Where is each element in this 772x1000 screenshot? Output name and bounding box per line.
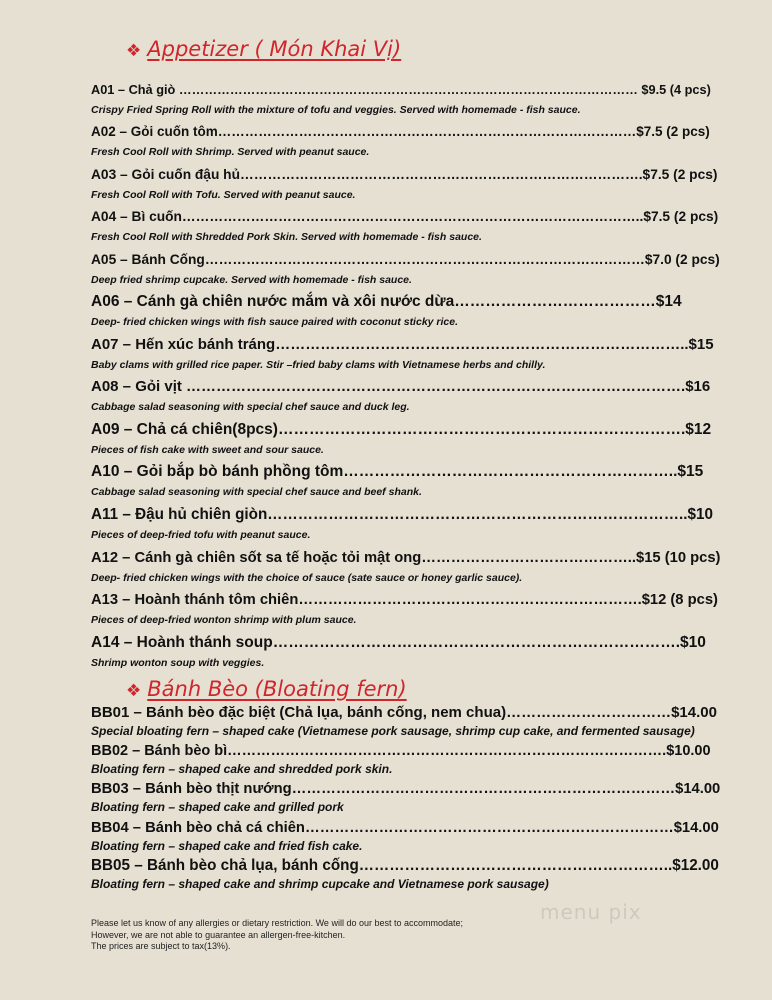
menu-item bbox=[91, 780, 720, 814]
item-line: BB03 – Bánh bèo thịt nướng……………………………………………………………………$14.00 bbox=[91, 781, 721, 797]
menu-item bbox=[91, 549, 720, 585]
item-line: A01 – Chả giò ……………………………………………………………………………………………… $9.5 (4 pcs) bbox=[91, 82, 711, 97]
item-desc: Special bloating fern – shaped cake (Vietnamese pork sausage, shrimp cup cake, and fermented sausage) bbox=[91, 724, 695, 738]
item-desc: Pieces of fish cake with sweet and sour sauce. bbox=[91, 444, 324, 456]
menu-item bbox=[91, 293, 682, 329]
menu-item bbox=[91, 742, 711, 776]
diamond-bullet-icon: ❖ bbox=[126, 41, 142, 61]
banh-beo-heading bbox=[126, 677, 407, 701]
item-line: A13 – Hoành thánh tôm chiên…………………………………………………………….$12 (8 pcs) bbox=[91, 592, 718, 608]
menu-item bbox=[91, 634, 706, 670]
appetizer-heading bbox=[126, 37, 401, 61]
menu-item bbox=[91, 81, 711, 117]
item-line: A08 – Gỏi vịt ……………………………………………………………………………………….$16 bbox=[91, 378, 711, 395]
item-desc: Bloating fern – shaped cake and shredded pork skin. bbox=[91, 762, 393, 776]
item-desc: Pieces of deep-fried wonton shrimp with plum sauce. bbox=[91, 614, 357, 626]
item-desc: Fresh Cool Roll with Shrimp. Served with peanut sauce. bbox=[91, 146, 370, 158]
item-line: BB01 – Bánh bèo đặc biệt (Chả lụa, bánh cống, nem chua)……………………………$14.00 bbox=[91, 704, 717, 721]
menu-item bbox=[91, 819, 719, 853]
item-line: A06 – Cánh gà chiên nước mắm và xôi nước dừa…………………………………$14 bbox=[91, 293, 682, 310]
item-desc: Deep- fried chicken wings with fish sauce paired with coconut sticky rice. bbox=[91, 316, 459, 328]
item-line: A12 – Cánh gà chiên sốt sa tế hoặc tỏi mật ong……………………………………..$15 (10 pcs) bbox=[91, 550, 721, 566]
footer-line: However, we are not able to guarantee an allergen-free-kitchen. bbox=[91, 929, 346, 940]
item-line: A09 – Chả cá chiên(8pcs)…………………………………………………………………….$12 bbox=[91, 421, 712, 438]
footer-line: The prices are subject to tax(13%). bbox=[91, 941, 231, 951]
item-desc: Cabbage salad seasoning with special chef sauce and beef shank. bbox=[91, 486, 422, 498]
banh-beo-title: Bánh Bèo (Bloating fern) bbox=[147, 677, 407, 701]
item-desc: Deep fried shrimp cupcake. Served with homemade - fish sauce. bbox=[91, 274, 412, 286]
item-line: A04 – Bì cuốn………………………………………………………………………………………..$7.5 (2 pcs) bbox=[91, 209, 719, 224]
item-desc: Shrimp wonton soup with veggies. bbox=[91, 657, 265, 669]
item-desc: Baby clams with grilled rice paper. Stir –fried baby clams with Vietnamese herbs and chilly. bbox=[91, 359, 546, 371]
menu-item bbox=[91, 421, 711, 457]
item-desc: Cabbage salad seasoning with special chef sauce and duck leg. bbox=[91, 401, 410, 413]
item-desc: Fresh Cool Roll with Tofu. Served with peanut sauce. bbox=[91, 189, 356, 201]
menu-item bbox=[91, 378, 710, 414]
item-line: A10 – Gỏi bắp bò bánh phồng tôm………………………………………………………..$15 bbox=[91, 463, 704, 480]
item-line: A02 – Gỏi cuốn tôm…………………………………………………………………………………$7.5 (2 pcs) bbox=[91, 124, 710, 139]
diamond-bullet-icon: ❖ bbox=[126, 681, 142, 701]
item-line: A14 – Hoành thánh soup…………………………………………………………………….$10 bbox=[91, 634, 706, 651]
item-desc: Bloating fern – shaped cake and shrimp cupcake and Vietnamese pork sausage) bbox=[91, 877, 549, 891]
item-line: BB05 – Bánh bèo chả lụa, bánh cống……………………………………………………..$12.00 bbox=[91, 857, 719, 874]
item-desc: Crispy Fried Spring Roll with the mixture of tofu and veggies. Served with homemade - fish sauce. bbox=[91, 104, 581, 116]
item-desc: Bloating fern – shaped cake and grilled pork bbox=[91, 800, 344, 814]
item-line: A11 – Đậu hủ chiên giòn………………………………………………………………………..$10 bbox=[91, 506, 713, 523]
menu-item bbox=[91, 166, 717, 202]
item-desc: Bloating fern – shaped cake and fried fish cake. bbox=[91, 839, 363, 853]
menu-item bbox=[91, 506, 713, 542]
menu-item bbox=[91, 591, 718, 627]
item-line: A03 – Gỏi cuốn đậu hủ…………………………………………………………………………….$7.5 (2 pcs) bbox=[91, 167, 718, 182]
footer-note bbox=[91, 918, 463, 953]
menu-item bbox=[91, 251, 720, 287]
menu-item bbox=[91, 123, 710, 159]
item-line: A05 – Bánh Cống……………………………………………………………………………………$7.0 (2 pcs) bbox=[91, 252, 720, 267]
menu-item bbox=[91, 208, 718, 244]
item-desc: Fresh Cool Roll with Shredded Pork Skin. Served with homemade - fish sauce. bbox=[91, 231, 482, 243]
item-line: BB04 – Bánh bèo chả cá chiên…………………………………………………………………$14.00 bbox=[91, 820, 719, 836]
item-desc: Pieces of deep-fried tofu with peanut sauce. bbox=[91, 529, 311, 541]
item-line: BB02 – Bánh bèo bì……………………………………………………………………………….$10.00 bbox=[91, 743, 711, 759]
menu-item bbox=[91, 336, 714, 372]
appetizer-title: Appetizer ( Món Khai Vị) bbox=[147, 37, 402, 61]
menu-item bbox=[91, 463, 703, 499]
footer-line: Please let us know of any allergies or dietary restriction. We will do our best to accommodate; bbox=[91, 918, 464, 928]
item-line: A07 – Hến xúc bánh tráng………………………………………………………………………..$15 bbox=[91, 336, 714, 353]
menu-item bbox=[91, 704, 717, 738]
item-desc: Deep- fried chicken wings with the choice of sauce (sate sauce or honey garlic sauce). bbox=[91, 572, 523, 584]
menu-item bbox=[91, 857, 719, 891]
watermark: menu pix bbox=[540, 900, 642, 924]
